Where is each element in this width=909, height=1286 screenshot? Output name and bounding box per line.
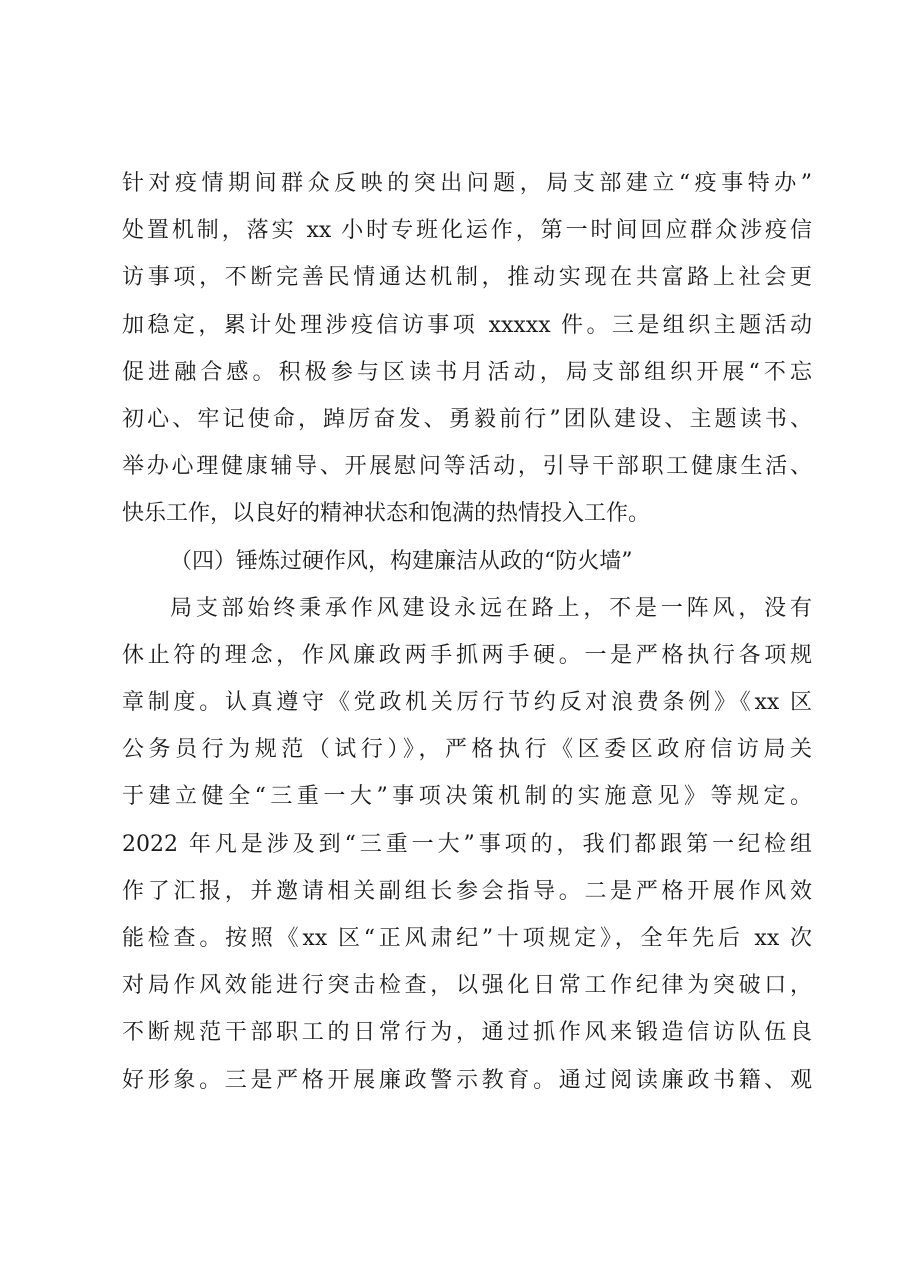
paragraph-first-line: 局支部始终秉承作风建设永远在路上，不是一阵风，没有	[170, 595, 812, 621]
body-line: 促进融合感。积极参与区读书月活动，局支部组织开展“不忘	[122, 359, 812, 385]
body-line: 2022 年凡是涉及到“三重一大”事项的，我们都跟第一纪检组	[122, 831, 812, 857]
body-line: 快乐工作，以良好的精神状态和饱满的热情投入工作。	[122, 501, 651, 527]
body-line: 公务员行为规范（试行）》，严格执行《区委区政府信访局关	[122, 737, 812, 763]
body-line: 对局作风效能进行突击检查，以强化日常工作纪律为突破口，	[122, 973, 812, 999]
body-line: 初心、牢记使命，踔厉奋发、勇毅前行”团队建设、主题读书、	[122, 406, 812, 432]
section-heading: （四）锤炼过硬作风，构建廉洁从政的“防火墙”	[170, 548, 633, 574]
body-line: 举办心理健康辅导、开展慰问等活动，引导干部职工健康生活、	[122, 454, 812, 480]
body-line: 好形象。三是严格开展廉政警示教育。通过阅读廉政书籍、观	[122, 1067, 812, 1093]
body-line: 于建立健全“三重一大”事项决策机制的实施意见》等规定。	[122, 784, 812, 810]
body-line: 不断规范干部职工的日常行为，通过抓作风来锻造信访队伍良	[122, 1020, 812, 1046]
body-line: 章制度。认真遵守《党政机关厉行节约反对浪费条例》《xx 区	[122, 690, 812, 716]
body-line: 访事项，不断完善民情通达机制，推动实现在共富路上社会更	[122, 265, 812, 291]
body-line: 针对疫情期间群众反映的突出问题，局支部建立“疫事特办”	[122, 171, 812, 196]
body-line: 能检查。按照《xx 区“正风肃纪”十项规定》，全年先后 xx 次	[122, 926, 812, 951]
body-line: 作了汇报，并邀请相关副组长参会指导。二是严格开展作风效	[122, 878, 812, 904]
document-body	[122, 160, 812, 1104]
body-line: 处置机制，落实 xx 小时专班化运作，第一时间回应群众涉疫信	[122, 218, 812, 244]
body-line: 休止符的理念，作风廉政两手抓两手硬。一是严格执行各项规	[122, 642, 812, 668]
body-line: 加稳定，累计处理涉疫信访事项 xxxxx 件。三是组织主题活动	[122, 312, 812, 338]
